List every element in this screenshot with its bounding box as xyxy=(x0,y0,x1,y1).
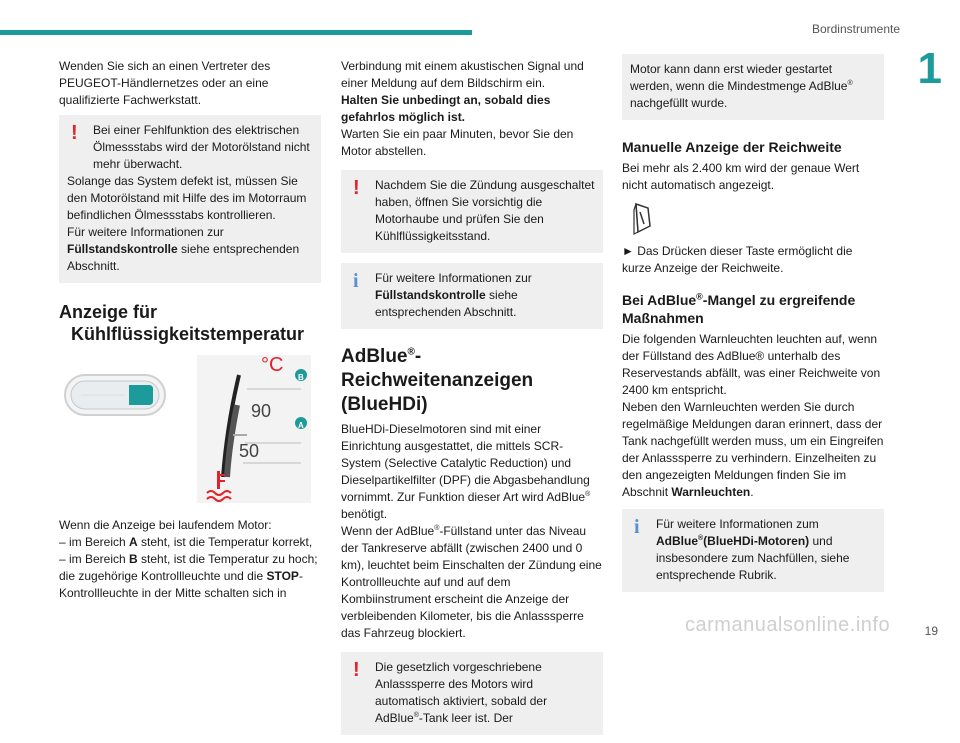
header-accent-bar xyxy=(0,30,472,35)
paragraph: ► Das Drücken dieser Taste ermöglicht die kurze Anzeige der Reichweite. xyxy=(622,244,853,275)
paragraph xyxy=(341,421,603,523)
warning-box xyxy=(341,652,603,735)
paragraph xyxy=(59,534,321,551)
text-span: (BlueHDi-Motoren) xyxy=(703,534,810,548)
continued-box xyxy=(622,54,884,120)
info-icon: i xyxy=(634,516,640,538)
paragraph xyxy=(59,551,321,602)
bold-link-text: Füllstandskontrolle xyxy=(375,288,486,302)
registered-mark: ® xyxy=(847,80,853,87)
registered-mark: ® xyxy=(698,535,704,542)
text-span: benötigt. xyxy=(341,507,388,521)
text-span: und insbesondere zum Nachfüllen, siehe entsprechende Rubrik. xyxy=(656,534,850,582)
coolant-gauge-panel xyxy=(197,355,311,503)
text-span: siehe entsprechenden Abschnitt. xyxy=(67,242,300,273)
paragraph: Die folgenden Warnleuchten leuchten auf, wenn der Füllstand des AdBlue® unterhalb des Reservestands abfällt, was einer Reichweite von 2400 km entspricht. xyxy=(622,332,881,397)
warning-text xyxy=(67,224,313,275)
gauge-display-icon xyxy=(63,373,167,417)
warning-text: Nachdem Sie die Zündung ausgeschaltet haben, öffnen Sie vorsichtig die Motorhaube und prüfen Sie den Kühlflüssigkeitsstand. xyxy=(375,178,595,243)
bold-link-text: Warnleuchten xyxy=(671,485,751,499)
column-3 xyxy=(622,54,884,600)
coolant-gauge-icon xyxy=(197,355,311,503)
text-span: AdBlue xyxy=(656,534,698,548)
text-span: nachgefüllt wurde. xyxy=(630,96,728,110)
box-text xyxy=(630,61,876,112)
paragraph: Warten Sie ein paar Minuten, bevor Sie den Motor abstellen. xyxy=(341,127,574,158)
info-box xyxy=(341,263,603,329)
text-span: – im Bereich xyxy=(59,535,130,549)
heading-line xyxy=(341,345,603,393)
bold-link-text xyxy=(656,534,809,548)
warning-exclamation-icon: ! xyxy=(353,177,360,199)
text-span: siehe entsprechenden Abschnitt. xyxy=(375,288,518,319)
text-span: Neben den Warnleuchten werden Sie durch regelmäßige Meldungen daran erinnert, dass der Tank nachgefüllt werden muss, um ein Eingreifen der Anlasssperre zu verhindern. Einzelheiten zu den angezeigten Meldungen finden Sie im Abschnit xyxy=(622,400,884,499)
gauge-label-a: A xyxy=(298,421,304,430)
section-heading xyxy=(341,345,603,417)
info-box xyxy=(622,509,884,592)
gauge-value-90: 90 xyxy=(251,401,272,421)
paragraph xyxy=(341,523,603,642)
paragraph: Wenn die Anzeige bei laufendem Motor: xyxy=(59,518,272,532)
gauge-value-50: 50 xyxy=(239,441,260,461)
warning-exclamation-icon: ! xyxy=(71,122,78,144)
text-span: Für weitere Informationen zur xyxy=(375,271,532,285)
text-span: steht, ist die Temperatur zu hoch; die zugehörige Kontrollleuchte und die xyxy=(59,552,318,583)
text-span: . xyxy=(750,485,754,499)
column-1 xyxy=(59,58,321,602)
text-span: Wenn der AdBlue xyxy=(341,524,435,538)
bold-link-text: Füllstandskontrolle xyxy=(67,242,178,256)
info-icon: i xyxy=(353,270,359,292)
text-span: -Kontrollleuchte in der Mitte schalten sich in xyxy=(59,569,303,600)
text-span: steht, ist die Temperatur korrekt, xyxy=(137,535,313,549)
gauge-label-b: B xyxy=(298,373,304,382)
text-span: -Tank leer ist. Der xyxy=(418,711,513,725)
text-span: Für weitere Informationen zur xyxy=(67,225,224,239)
paragraph: Halten Sie unbedingt an, sobald dies gefahrlos möglich ist. xyxy=(341,93,551,124)
heading-line: Kühlflüssigkeitstemperatur xyxy=(71,324,305,344)
adblue-button-icon xyxy=(628,202,654,236)
subsection-heading: Manuelle Anzeige der Reichweite xyxy=(622,139,842,155)
text-span: -Füllstand unter das Niveau der Tankreserve abfällt (zwischen 2400 und 0 km), leuchtet beim Einschalten der Zündung eine Kontrollleuchte auf und auf dem Kombiinstrument erscheint die Anzeige der verbleibenden Kilometer, bis die Anlasssperre das Fahrzeug blockiert. xyxy=(341,524,602,640)
warning-text xyxy=(349,659,595,727)
subsection-heading xyxy=(622,291,884,327)
warning-text: Bei einer Fehlfunktion des elektrischen Ölmessstabs wird der Motorölstand nicht mehr überwacht. xyxy=(93,123,310,171)
text-span: Für weitere Informationen zum xyxy=(656,517,819,531)
info-text xyxy=(349,270,595,321)
heading-line: (BlueHDi) xyxy=(341,394,428,415)
registered-mark: ® xyxy=(407,346,415,358)
warning-box xyxy=(59,115,321,283)
text-span: Die gesetzlich vorgeschriebene Anlasssperre des Motors wird automatisch aktiviert, sobald der AdBlue xyxy=(375,660,548,725)
column-2 xyxy=(341,58,603,743)
page-header-title: Bordinstrumente xyxy=(811,22,900,36)
warning-box xyxy=(341,170,603,253)
paragraph: Bei mehr als 2.400 km wird der genaue Wert nicht automatisch angezeigt. xyxy=(622,161,860,192)
text-span: AdBlue xyxy=(341,346,408,367)
registered-mark: ® xyxy=(434,525,440,532)
chapter-number: 1 xyxy=(917,44,942,93)
warning-text: Solange das System defekt ist, müssen Sie den Motorölstand mit Hilfe des im Motorraum befindlichen Ölmessstabs kontrollieren. xyxy=(67,174,307,222)
registered-mark: ® xyxy=(585,491,591,498)
coolant-gauge-illustration xyxy=(59,355,321,505)
warning-exclamation-icon: ! xyxy=(353,659,360,681)
paragraph: Verbindung mit einem akustischen Signal und einer Meldung auf dem Bildschirm ein. xyxy=(341,59,584,90)
text-span: Motor kann dann erst wieder gestartet werden, wenn die Mindestmenge AdBlue xyxy=(630,62,848,93)
bold-text: A xyxy=(129,535,138,549)
text-span: -Reichweitenanzeigen xyxy=(341,346,534,391)
registered-mark: ® xyxy=(696,291,703,302)
heading-line: Anzeige für xyxy=(59,302,158,322)
bold-text: B xyxy=(129,552,138,566)
text-span: Bei AdBlue xyxy=(622,292,697,308)
paragraph: Wenden Sie sich an einen Vertreter des PEUGEOT-Händlernetzes oder an eine qualifizierte Fachwerkstatt. xyxy=(59,59,271,107)
page-number: 19 xyxy=(924,624,938,638)
paragraph xyxy=(622,399,884,501)
text-span: -Mangel zu ergreifende Maßnahmen xyxy=(622,292,856,326)
section-heading xyxy=(59,301,321,345)
info-text xyxy=(630,516,876,584)
gauge-unit-label: °C xyxy=(261,354,284,376)
text-span: BlueHDi-Dieselmotoren sind mit einer Einrichtung ausgestattet, die mittels SCR-System (Selective Catalytic Reduction) und Dieselpartikelfilter (DPF) die Abgasbehandlung vornimmt. Zur Funktion dieser Art wird AdBlue xyxy=(341,422,590,504)
watermark: carmanualsonline.info xyxy=(685,614,891,636)
registered-mark: ® xyxy=(413,712,419,719)
bold-text: STOP xyxy=(266,569,299,583)
text-span: – im Bereich xyxy=(59,552,130,566)
